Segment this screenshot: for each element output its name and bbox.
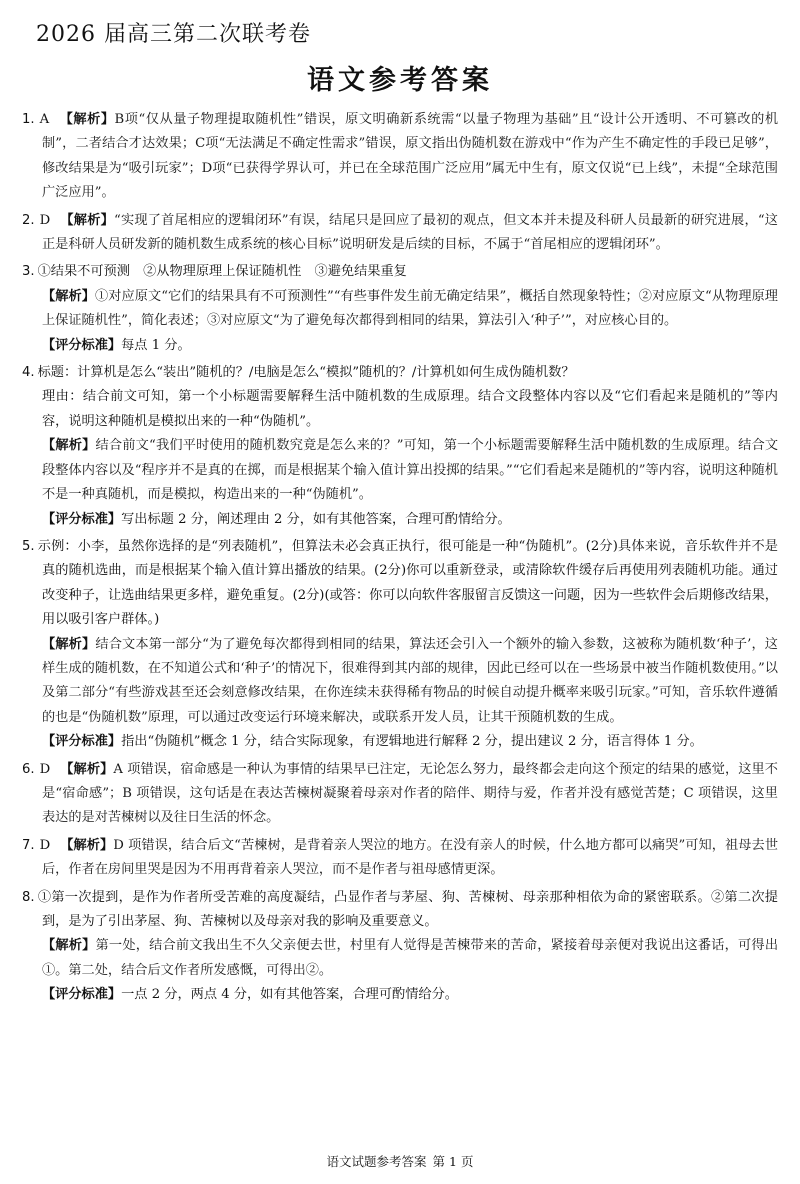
question-4-scoring	[22, 508, 778, 532]
analysis-text: ①对应原文“它们的结果具有不可预测性”“有些事件发生前无确定结果”，概括自然现象特性；②对应原文“从物理原理上保证随机性”，简化表述；③对应原文“为了避免每次都得到相同的结果，算法引入‘种子’”，对应核心目的。	[42, 288, 778, 329]
answer-choice: A	[39, 112, 50, 127]
answer-text: ①结果不可预测 ②从物理原理上保证随机性 ③避免结果重复	[37, 264, 407, 280]
question-4-analysis	[22, 434, 778, 507]
scoring-tag: 【评分标准】	[42, 511, 122, 527]
answer-text: 示例：小李，虽然你选择的是“列表随机”，但算法未必会真正执行，很可能是一种“伪随机”。(2分)具体来说，音乐软件并不是真的随机选曲，而是根据某个输入值计算出播放的结果。(2分)你可以重新登录，或清除软件缓存后再使用列表随机功能。通过改变种子，让选曲结果更多样，避免重复。(2分)(或答：你可以向软件客服留言反馈这一问题，因为一些软件会后期修改结果，用以吸引客户群体。)	[37, 538, 778, 628]
question-3-scoring	[22, 334, 778, 358]
question-1	[22, 108, 778, 206]
question-number: 4.	[22, 365, 35, 381]
question-5-analysis	[22, 633, 778, 731]
question-7	[22, 834, 778, 883]
question-number: 3.	[22, 264, 35, 280]
question-2	[22, 209, 778, 258]
analysis-tag: 【解析】	[42, 438, 96, 454]
page-footer	[0, 1152, 800, 1170]
question-number: 7.	[22, 837, 35, 853]
question-number: 1.	[22, 112, 35, 127]
scoring-text: 每点 1 分。	[121, 337, 191, 353]
question-number: 6.	[22, 761, 35, 777]
answer-choice: D	[39, 212, 51, 228]
question-3	[22, 260, 778, 284]
exam-title: 2026 届高三第二次联考卷	[36, 22, 311, 47]
document-title: 语文参考答案	[307, 65, 493, 96]
analysis-text: A 项错误，宿命感是一种认为事情的结果早已注定，无论怎么努力，最终都会走向这个预定的结果的感觉，这里不是“宿命感”；B 项错误，这句话是在表达苦楝树凝聚着母亲对作者的陪伴、期待与爱，作者并没有感觉苦楚；C 项错误，这里表达的是对苦楝树以及往日生活的怀念。	[42, 761, 778, 826]
question-6	[22, 758, 778, 831]
scoring-text: 一点 2 分，两点 4 分，如有其他答案，合理可酌情给分。	[121, 987, 458, 1003]
question-8-analysis	[22, 934, 778, 983]
question-5	[22, 535, 778, 633]
analysis-tag: 【解析】	[60, 761, 114, 777]
analysis-text: 第一处，结合前文我出生不久父亲便去世，村里有人觉得是苦楝带来的苦命，紧接着母亲便对我说出这番话，可得出①。第二处，结合后文作者所发感慨，可得出②。	[42, 938, 779, 978]
question-4-reason: 理由：结合前文可知，第一个小标题需要解释生活中随机数的生成原理。结合文段整体内容以及“它们看起来是随机的”等内容，说明这种随机是模拟出来的一种“伪随机”。	[42, 389, 778, 429]
scoring-tag: 【评分标准】	[42, 734, 122, 750]
answer-title-text: 标题：计算机是怎么“装出”随机的？/电脑是怎么“模拟”随机的？/计算机如何生成伪随机数？	[37, 365, 575, 381]
analysis-tag: 【解析】	[42, 938, 96, 954]
answer-choice: D	[39, 837, 51, 853]
analysis-text: 结合前文“我们平时使用的随机数究竟是怎么来的？”可知，第一个小标题需要解释生活中随机数的生成原理。结合文段整体内容以及“程序并不是真的在掷，而是根据某个输入值计算出投掷的结果。”“它们看起来是随机的”等内容，说明这种随机不是一种真随机，而是模拟，构造出来的一种“伪随机”。	[42, 438, 779, 503]
question-number: 2.	[22, 212, 35, 228]
scoring-text: 指出“伪随机”概念 1 分，结合实际现象，有逻辑地进行解释 2 分，提出建议 2 分，语言得体 1 分。	[121, 734, 703, 750]
analysis-tag: 【解析】	[42, 288, 95, 304]
question-number: 8.	[22, 889, 35, 905]
answers-content	[22, 108, 778, 1008]
page-number: 第 1 页	[432, 1154, 474, 1169]
question-number: 5.	[22, 538, 35, 554]
analysis-tag: 【解析】	[59, 112, 115, 127]
scoring-text: 写出标题 2 分，阐述理由 2 分，如有其他答案，合理可酌情给分。	[121, 511, 511, 527]
question-3-analysis	[22, 285, 778, 334]
analysis-tag: 【解析】	[60, 212, 114, 228]
analysis-tag: 【解析】	[60, 837, 114, 853]
analysis-text: “实现了首尾相应的逻辑闭环”有误，结尾只是回应了最初的观点，但文本并未提及科研人员最新的研究进展，“这正是科研人员研发新的随机数生成系统的核心目标”说明研发是后续的目标，不属于“首尾相应的逻辑闭环”。	[42, 212, 778, 253]
scoring-tag: 【评分标准】	[42, 337, 122, 353]
analysis-text: B项“仅从量子物理提取随机性”错误，原文明确新系统需“以量子物理为基础”且“设计公开透明、不可篡改的机制”，二者结合才达效果；C项“无法满足不确定性需求”错误，原文指出伪随机数在游戏中“作为产生不确定性的手段已足够”，修改结果是为“吸引玩家”；D项“已获得学界认可，并已在全球范围广泛应用”属无中生有，原文仅说“已上线”，未提“全球范围广泛应用”。	[42, 112, 778, 201]
question-4	[22, 361, 778, 385]
analysis-tag: 【解析】	[42, 636, 96, 652]
answer-text: ①第一次提到，是作为作者所受苦难的高度凝结，凸显作者与茅屋、狗、苦楝树、母亲那种相依为命的紧密联系。②第二次提到，是为了引出茅屋、狗、苦楝树以及母亲对我的影响及重要意义。	[37, 889, 778, 929]
question-8-scoring	[22, 983, 778, 1007]
question-5-scoring	[22, 730, 778, 754]
question-8	[22, 886, 778, 935]
scoring-tag: 【评分标准】	[42, 987, 122, 1003]
footer-label: 语文试题参考答案	[326, 1154, 427, 1169]
analysis-text: D 项错误，结合后文“苦楝树，是背着亲人哭泣的地方。在没有亲人的时候，什么地方都可以痛哭”可知，祖母去世后，作者在房间里哭是因为不用再背着亲人哭泣，而不是作者与祖母感情更深。	[42, 837, 779, 878]
analysis-text: 结合文本第一部分“为了避免每次都得到相同的结果，算法还会引入一个额外的输入参数，这被称为随机数‘种子’，这样生成的随机数，在不知道公式和‘种子’的情况下，很难得到其内部的规律，因此已经可以在一些场景中被当作随机数使用。”以及第二部分“有些游戏甚至还会刻意修改结果，在你连续未获得稀有物品的时候自动提升概率来吸引玩家。”可知，音乐软件遵循的也是“伪随机数”原理，可以通过改变运行环境来解决，或联系开发人员，让其干预随机数的生成。	[42, 636, 778, 725]
answer-choice: D	[39, 761, 51, 777]
